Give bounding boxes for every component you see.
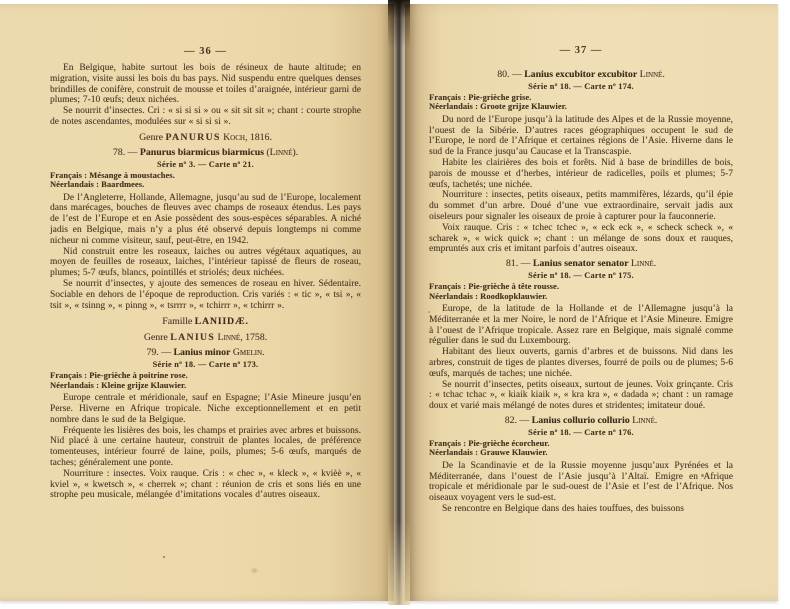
species-heading-name: Lanius excubitor excubitor xyxy=(524,69,638,80)
species-heading-name: Panurus biarmicus biarmicus xyxy=(139,146,264,158)
paragraph: Europe, de la latitude de la Hollande et de l’Allemagne jusqu’à la Méditerranée et la mer Noire, le nord de l’Afrique et l’Asie Mineure. Emigre à l’ouest de l’Afrique tropicale. Assez rare en Belgique, mais signalé comme régulier dans le sud du Luxembourg. xyxy=(429,303,733,347)
species-heading-post: Gmelin. xyxy=(230,347,265,359)
species-heading xyxy=(429,69,733,81)
species-heading-name: Lanius minor xyxy=(173,347,231,359)
genus-heading xyxy=(50,332,361,344)
paragraph: Voix rauque. Cris : « tchec tchec », « eck eck », « scheck scheck », « scharek », « wick quick »; chant : un mélange de sons doux et rauques, empruntés aux cris et imitant parfois d’autres oiseaux. xyxy=(429,222,733,255)
species-heading-name: Lanius senator senator xyxy=(532,258,629,270)
book-page-left xyxy=(0,4,394,601)
paragraph: Europe centrale et méridionale, sauf en Espagne; l’Asie Mineure jusqu’en Perse. Hiverne en Afrique tropicale. Niche exceptionnellement et en petit nombre dans le sud de la Belgique. xyxy=(50,393,361,425)
species-heading-name: Lanius collurio collurio xyxy=(531,414,630,426)
book-page-right xyxy=(404,4,778,601)
vernacular-name-line: Néerlandais : Groote grijze Klauwier. xyxy=(429,102,567,112)
species-heading xyxy=(50,347,361,359)
paper-speck xyxy=(428,311,430,313)
page-left-text-column xyxy=(50,63,361,501)
page-number-right: — 37 — xyxy=(559,45,603,56)
paragraph: Habite les clairières des bois et forêts. Nid à base de brindilles de bois, parois de mousse et d’herbes, intérieur de radicelles, poils et plumes; 5-7 œufs, tachetés; une nichée. xyxy=(429,158,733,190)
binding-gutter xyxy=(388,0,410,605)
genus-heading-post: Koch, 1816. xyxy=(220,131,272,143)
foxing-spot xyxy=(250,567,259,574)
series-card-line: Série nº 18. — Carte nº 173. xyxy=(152,360,259,370)
vernacular-name-line: Français : Pie-grièche écorcheur. xyxy=(429,438,550,448)
paragraph: En Belgique, habite surtout les bois de résineux de haute altitude; en migration, visite aussi les bois du bas pays. Nid suspendu entre quelques denses brindilles de conifère, construit de mousse et toiles d’araignée, intérieur garni de plumes; 7-10 œufs; deux nichées. xyxy=(50,63,361,106)
family-heading-name: LANIIDÆ. xyxy=(194,316,249,328)
vernacular-name-line: Français : Pie-grièche à tête rousse. xyxy=(429,282,560,292)
vernacular-name-line: Français : Mésange à moustaches. xyxy=(50,170,175,180)
paragraph: Du nord de l’Europe jusqu’à la latitude des Alpes et de la Russie moyenne, l’ouest de la Sibérie. D’autres races géographiques occupent le sud de l’Europe, le nord de l’Afrique et certaines régions de l’Asie. Hiverne dans le sud de la France jusqu’au Caucase et la Transcaspie. xyxy=(429,114,733,158)
family-heading xyxy=(50,316,361,328)
species-heading-post: Linné. xyxy=(628,258,657,270)
vernacular-name-line: Néerlandais : Roodkopklauwier. xyxy=(429,291,548,301)
series-card-line: Série nº 18. — Carte nº 175. xyxy=(528,271,634,281)
species-heading-pre: 81. — xyxy=(505,258,533,270)
series-card-line: Série nº 18. — Carte nº 174. xyxy=(528,82,634,91)
species-heading-post: Linné. xyxy=(629,414,658,426)
paragraph: De l’Angleterre, Hollande, Allemagne, jusqu’au sud de l’Europe, localement dans marécages, bouches de fleuves avec champs de roseaux étendus. Les pays de l’est de l’Europe et en Asie possèdent des sous-espèces séparables. A niché jadis en Belgique, mais n’y a plus été observé depuis longtemps ni comme nicheur ni comme visiteur, sauf, peut-être, en 1942. xyxy=(50,192,361,246)
species-heading-pre: 80. — xyxy=(497,69,525,80)
genus-heading-name: PANURUS xyxy=(165,131,221,143)
species-heading-pre: 79. — xyxy=(146,347,174,359)
species-heading xyxy=(50,147,361,159)
vernacular-name-line: Néerlandais : Grauwe Klauwier. xyxy=(429,448,548,458)
vernacular-name-line: Néerlandais : Kleine grijze Klauwier. xyxy=(50,380,187,390)
paragraph: Fréquente les lisières des bois, les champs et prairies avec arbres et buissons. Nid placé à une certaine hauteur, construit de plantes locales, de préférence tomenteuses, intérieur fourré de laine, poils, plumes; 5-6 œufs, marqués de taches; généralement une ponte. xyxy=(50,425,361,468)
paper-speck xyxy=(163,556,165,558)
species-heading-post: (Linné). xyxy=(263,146,299,158)
species-heading-pre: 78. — xyxy=(112,146,140,158)
genus-heading-name: LANIUS xyxy=(170,332,216,344)
genus-heading xyxy=(50,132,361,144)
vernacular-name-line: Néerlandais : Baardmees. xyxy=(50,180,145,190)
species-heading-post: Linné. xyxy=(637,69,665,80)
vernacular-name-line: Français : Pie-grièche à poitrine rose. xyxy=(50,371,188,381)
paragraph: Se nourrit d’insectes, petits oiseaux, surtout de jeunes. Voix grinçante. Cris : « tchac tchac », « kiaik kiaik », « kra kra », « dadada »; chant : un ramage doux et varié mais mélangé de notes dures et stridentes; imitateur doué. xyxy=(429,379,733,412)
genus-heading-pre: Genre xyxy=(143,332,171,344)
species-heading xyxy=(429,258,733,270)
paragraph: De la Scandinavie et de la Russie moyenne jusqu’aux Pyrénées et la Méditerranée, dans l’ouest de l’Asie jusqu’à l’Altaï. Emigre en Afrique tropicale et méridionale par le sud-ouest de l’Asie et l’est de l’Afrique. Nos oiseaux voyagent vers le sud-est. xyxy=(429,460,733,504)
vernacular-name-line: Français : Pie-grièche grise. xyxy=(429,93,532,102)
genus-heading-pre: Genre xyxy=(139,131,166,143)
family-heading-pre: Famille xyxy=(162,316,195,328)
paper-speck xyxy=(701,474,704,477)
species-heading-pre: 82. — xyxy=(504,414,532,426)
paragraph: Se nourrit d’insectes. Cri : « si si si » ou « sit sit sit »; chant : courte strophe de notes ascendantes, modulées sur « si si si ». xyxy=(50,106,361,127)
paragraph: Se nourrit d’insectes, y ajoute des semences de roseau en hiver. Sédentaire. Sociable en dehors de l’époque de reproduction. Cris variés : « tic », « tsi », « tsit », « tsinng », « pinng », « tsrrrr », « tchirrr », « tchirrr ». xyxy=(50,278,361,311)
series-card-line: Série nº 3. — Carte nº 21. xyxy=(157,159,254,169)
species-heading xyxy=(429,415,733,427)
paragraph: Nourriture : insectes, petits oiseaux, petits mammifères, lézards, qu’il épie du sommet d’un arbre. Doué d’une vue extraordinaire, servait jadis aux oiseleurs pour signaler les oiseaux de proie à capturer pour la fauconnerie. xyxy=(429,190,733,222)
page-number-left: — 36 — xyxy=(184,46,227,57)
page-right-text-column xyxy=(429,69,733,515)
paragraph: Se rencontre en Belgique dans des haies touffues, des buissons xyxy=(442,503,684,514)
genus-heading-post: Linné, 1758. xyxy=(215,332,268,344)
paragraph: Nid construit entre les roseaux, laiches ou autres végétaux aquatiques, au moyen de feuilles de roseaux, laiches, l’intérieur tapissé de fleurs de roseau, plumes; 5-7 œufs, blancs, pointillés et striolés; deux nichées. xyxy=(50,246,361,279)
series-card-line: Série nº 18. — Carte nº 176. xyxy=(528,427,634,437)
paragraph: Habitant des lieux ouverts, garnis d’arbres et de buissons. Nid dans les arbres, construit de tiges de plantes diverses, fourré de poils ou de plumes; 5-6 œufs, marqués de taches; une nichée. xyxy=(429,347,733,379)
paragraph: Nourriture : insectes. Voix rauque. Cris : « chec », « kleck », « kvièè », « kviel », « kwetsch », « cherrek »; chant : réunion de cris et sons liés en une strophe peu musicale, mélangée d’imitations vocales d’autres oiseaux. xyxy=(50,468,361,501)
